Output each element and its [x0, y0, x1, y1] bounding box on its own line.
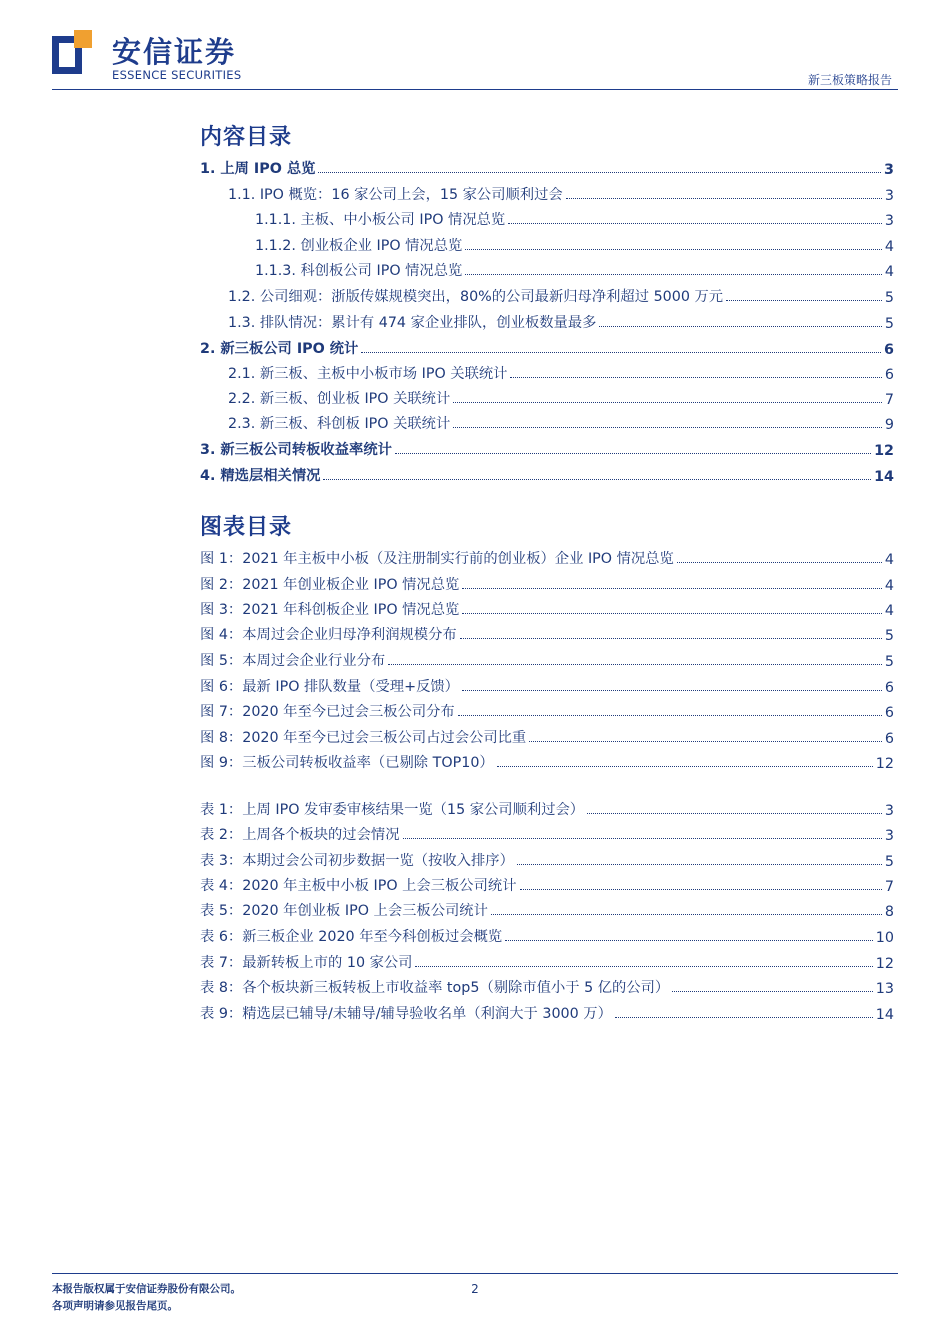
- toc-entry-page: 12: [875, 756, 894, 772]
- toc-entry[interactable]: [200, 622, 894, 644]
- toc-entry[interactable]: [200, 924, 894, 946]
- toc-entry-page: 14: [874, 469, 894, 485]
- toc-entry-page: 4: [884, 552, 894, 568]
- toc-entry-title: 表 4：2020 年主板中小板 IPO 上会三板公司统计: [200, 878, 517, 894]
- toc-entry[interactable]: [228, 361, 894, 383]
- dot-leader: [465, 249, 882, 250]
- toc-entry-page: 3: [884, 213, 894, 229]
- dot-leader: [615, 1017, 873, 1018]
- dot-leader: [497, 766, 873, 767]
- toc-title: 内容目录: [200, 124, 293, 150]
- toc-entry-page: 5: [884, 654, 894, 670]
- dot-leader: [415, 966, 872, 967]
- toc-entry-title: 表 1：上周 IPO 发审委审核结果一览（15 家公司顺利过会）: [200, 802, 585, 818]
- dot-leader: [491, 914, 882, 915]
- dot-leader: [462, 588, 882, 589]
- toc-entry-page: 7: [884, 392, 894, 408]
- dot-leader: [462, 690, 882, 691]
- toc-entry-title: 表 7：最新转板上市的 10 家公司: [200, 955, 413, 971]
- toc-entry-page: 13: [875, 981, 894, 997]
- toc-entry[interactable]: [228, 386, 894, 408]
- dot-leader: [462, 613, 882, 614]
- toc-entry-title: 表 2：上周各个板块的过会情况: [200, 827, 400, 843]
- toc-entry[interactable]: [200, 463, 894, 485]
- toc-entry-page: 3: [884, 188, 894, 204]
- header-divider: [52, 89, 898, 90]
- toc-entry-page: 3: [884, 803, 894, 819]
- toc-entry-title: 1.1. IPO 概览：16 家公司上会，15 家公司顺利过会: [228, 187, 563, 203]
- toc-entry-page: 10: [875, 930, 894, 946]
- toc-entry[interactable]: [200, 597, 894, 619]
- toc-entry[interactable]: [200, 797, 894, 819]
- footer-divider: [52, 1273, 898, 1274]
- brand-name-cn: 安信证券: [112, 35, 237, 69]
- page-header: [0, 0, 950, 92]
- brand-name-en: ESSENCE SECURITIES: [112, 68, 242, 82]
- toc-entry[interactable]: [200, 950, 894, 972]
- toc-entry-page: 3: [884, 162, 894, 178]
- toc-entry-title: 表 6：新三板企业 2020 年至今科创板过会概览: [200, 929, 503, 945]
- toc-entry-title: 图 2：2021 年创业板企业 IPO 情况总览: [200, 577, 460, 593]
- dot-leader: [453, 427, 882, 428]
- toc-entry[interactable]: [200, 648, 894, 670]
- toc-entry-page: 5: [884, 628, 894, 644]
- toc-entry-page: 6: [884, 705, 894, 721]
- toc-entry[interactable]: [200, 725, 894, 747]
- dot-leader: [508, 223, 882, 224]
- page-number: 2: [471, 1282, 479, 1296]
- toc-entry[interactable]: [200, 437, 894, 459]
- toc-entry-title: 1.3. 排队情况：累计有 474 家企业排队，创业板数量最多: [228, 315, 597, 331]
- toc-entry-page: 14: [875, 1007, 894, 1023]
- toc-entry[interactable]: [200, 674, 894, 696]
- dot-leader: [403, 838, 882, 839]
- toc-entry-page: 6: [884, 342, 894, 358]
- dot-leader: [599, 326, 881, 327]
- toc-entry[interactable]: [200, 336, 894, 358]
- dot-leader: [318, 172, 881, 173]
- toc-entry[interactable]: [255, 207, 894, 229]
- toc-entry-title: 2.3. 新三板、科创板 IPO 关联统计: [228, 416, 451, 432]
- toc-entry[interactable]: [200, 873, 894, 895]
- toc-entry[interactable]: [200, 572, 894, 594]
- toc-entry[interactable]: [200, 699, 894, 721]
- toc-entry-title: 2. 新三板公司 IPO 统计: [200, 341, 359, 357]
- toc-entry[interactable]: [228, 284, 894, 306]
- figures-title: 图表目录: [200, 514, 293, 540]
- dot-leader: [587, 813, 882, 814]
- toc-entry-page: 4: [884, 264, 894, 280]
- toc-entry-title: 图 9：三板公司转板收益率（已剔除 TOP10）: [200, 755, 494, 771]
- dot-leader: [566, 198, 882, 199]
- toc-entry-title: 1.1.2. 创业板企业 IPO 情况总览: [255, 238, 463, 254]
- dot-leader: [677, 562, 882, 563]
- toc-entry[interactable]: [200, 822, 894, 844]
- toc-entry-title: 图 5：本周过会企业行业分布: [200, 653, 386, 669]
- essence-securities-logo-icon: [52, 30, 96, 74]
- toc-entry[interactable]: [200, 156, 894, 178]
- toc-entry-title: 图 6：最新 IPO 排队数量（受理+反馈）: [200, 679, 459, 695]
- toc-entry[interactable]: [200, 848, 894, 870]
- toc-entry-title: 4. 精选层相关情况: [200, 468, 321, 484]
- toc-entry-page: 3: [884, 828, 894, 844]
- dot-leader: [672, 991, 873, 992]
- footer-statement: 各项声明请参见报告尾页。: [52, 1300, 178, 1312]
- toc-entry[interactable]: [255, 258, 894, 280]
- toc-entry-title: 1.1.1. 主板、中小板公司 IPO 情况总览: [255, 212, 506, 228]
- dot-leader: [388, 664, 882, 665]
- dot-leader: [726, 300, 882, 301]
- toc-entry-page: 4: [884, 603, 894, 619]
- toc-entry-title: 图 4：本周过会企业归母净利润规模分布: [200, 627, 457, 643]
- dot-leader: [505, 940, 873, 941]
- footer-copyright: 本报告版权属于安信证券股份有限公司。: [52, 1283, 241, 1295]
- toc-entry-title: 表 8：各个板块新三板转板上市收益率 top5（剔除市值小于 5 亿的公司）: [200, 980, 670, 996]
- toc-entry-title: 图 8：2020 年至今已过会三板公司占过会公司比重: [200, 730, 527, 746]
- toc-entry[interactable]: [200, 898, 894, 920]
- dot-leader: [395, 453, 871, 454]
- toc-entry-page: 9: [884, 417, 894, 433]
- toc-entry-title: 表 9：精选层已辅导/未辅导/辅导验收名单（利润大于 3000 万）: [200, 1006, 612, 1022]
- toc-entry[interactable]: [200, 750, 894, 772]
- toc-entry-title: 1. 上周 IPO 总览: [200, 161, 316, 177]
- toc-entry[interactable]: [228, 310, 894, 332]
- toc-entry-title: 图 1：2021 年主板中小板（及注册制实行前的创业板）企业 IPO 情况总览: [200, 551, 674, 567]
- toc-entry[interactable]: [228, 182, 894, 204]
- toc-entry-page: 6: [884, 731, 894, 747]
- toc-entry-page: 6: [884, 680, 894, 696]
- toc-entry-title: 1.2. 公司细观：浙版传媒规模突出，80%的公司最新归母净利超过 5000 万元: [228, 289, 724, 305]
- toc-entry-title: 2.1. 新三板、主板中小板市场 IPO 关联统计: [228, 366, 508, 382]
- toc-entry[interactable]: [200, 975, 894, 997]
- toc-entry-title: 3. 新三板公司转板收益率统计: [200, 442, 392, 458]
- toc-entry-page: 12: [874, 443, 894, 459]
- toc-entry-title: 表 3：本期过会公司初步数据一览（按收入排序）: [200, 853, 514, 869]
- toc-entry-title: 1.1.3. 科创板公司 IPO 情况总览: [255, 263, 463, 279]
- dot-leader: [453, 402, 882, 403]
- dot-leader: [361, 352, 881, 353]
- toc-entry-page: 7: [884, 879, 894, 895]
- dot-leader: [520, 889, 882, 890]
- toc-entry-title: 图 7：2020 年至今已过会三板公司分布: [200, 704, 455, 720]
- dot-leader: [460, 638, 882, 639]
- toc-entry[interactable]: [228, 411, 894, 433]
- toc-entry-page: 8: [884, 904, 894, 920]
- dot-leader: [323, 479, 871, 480]
- dot-leader: [517, 864, 882, 865]
- toc-entry-title: 2.2. 新三板、创业板 IPO 关联统计: [228, 391, 451, 407]
- toc-entry-page: 6: [884, 367, 894, 383]
- toc-entry-page: 5: [884, 290, 894, 306]
- dot-leader: [529, 741, 882, 742]
- dot-leader: [510, 377, 881, 378]
- toc-entry-page: 4: [884, 239, 894, 255]
- report-type-label: 新三板策略报告: [807, 73, 892, 87]
- dot-leader: [465, 274, 882, 275]
- toc-entry-title: 图 3：2021 年科创板企业 IPO 情况总览: [200, 602, 460, 618]
- toc-entry-page: 5: [884, 316, 894, 332]
- toc-entry-title: 表 5：2020 年创业板 IPO 上会三板公司统计: [200, 903, 488, 919]
- toc-entry[interactable]: [200, 546, 894, 568]
- toc-entry-page: 12: [875, 956, 894, 972]
- toc-entry-page: 5: [884, 854, 894, 870]
- dot-leader: [458, 715, 882, 716]
- toc-entry[interactable]: [200, 1001, 894, 1023]
- toc-entry[interactable]: [255, 233, 894, 255]
- toc-entry-page: 4: [884, 578, 894, 594]
